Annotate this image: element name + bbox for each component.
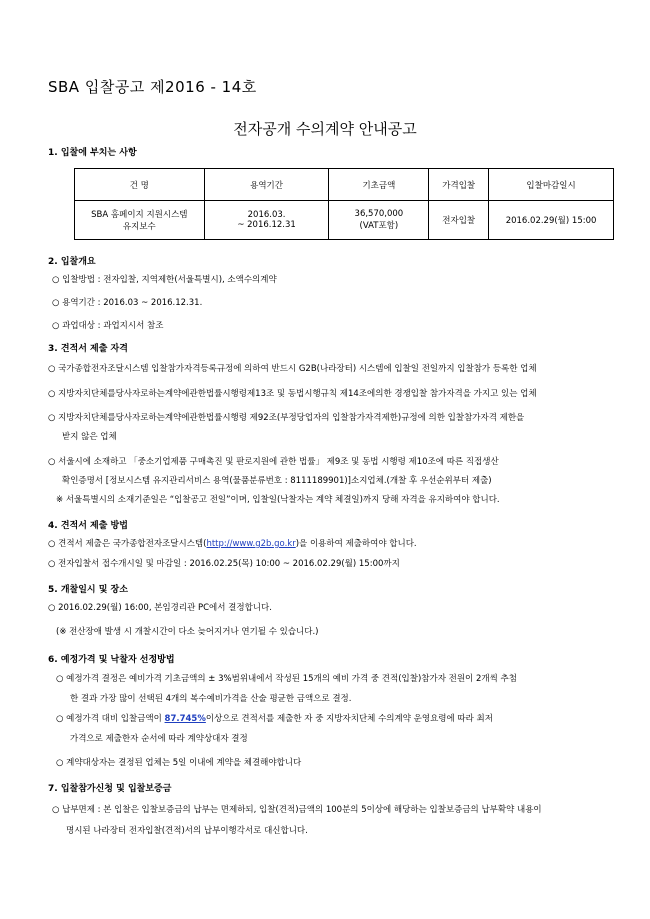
list-item: ○ 국가종합전자조달시스템 입찰참가자격등록규정에 의하여 반드시 G2B(나라장터) 시스템에 입찰일 전일까지 입찰참가 등록한 업체	[48, 364, 537, 374]
section-6-title: 6. 예정가격 및 낙찰자 선정방법	[48, 655, 175, 665]
list-item: ○ 용역기간 : 2016.03 ~ 2016.12.31.	[52, 298, 203, 308]
list-item: ○ 지방자치단체를당사자로하는계약에관한법률시행령 제92조(부정당업자의 입찰참가자격제한)규정에 의한 입찰참가자격 제한을	[48, 413, 525, 423]
section-2-title: 2. 입찰개요	[48, 257, 96, 267]
page-title: 전자공개 수의계약 안내공고	[233, 120, 417, 138]
notice-number: SBA 입찰공고 제2016 - 14호	[48, 78, 257, 96]
list-item: ○ 2016.02.29(월) 16:00, 본임경리관 PC에서 결정합니다.	[48, 603, 272, 613]
list-item: ○ 계약대상자는 결정된 업체는 5일 이내에 계약을 체결해야합니다	[56, 758, 302, 768]
project-name-cell	[75, 201, 205, 240]
amount-line: 36,570,000	[354, 209, 404, 219]
deadline-cell: 2016.02.29(월) 15:00	[489, 201, 614, 240]
list-item: ○ 예정가격 결정은 예비가격 기초금액의 ± 3%범위내에서 작성된 15개의 예비 가격 중 견적(입찰)참가자 전원이 2개씩 추첨	[56, 674, 517, 684]
bid-type-cell: 전자입찰	[429, 201, 489, 240]
list-item: ○ 전자입찰서 접수개시일 및 마감일 : 2016.02.25(목) 10:00 ~ 2016.02.29(월) 15:00까지	[48, 559, 400, 569]
list-item-continued: 확인증명서 [정보시스템 유지관리서비스 용역(물품분류번호 : 8111189901)]소지업체.(개찰 후 우선순위부터 제출)	[62, 476, 492, 486]
list-item-continued: 한 결과 가장 많이 선택된 4개의 복수예비가격을 산술 평균한 금액으로 결정.	[70, 694, 352, 704]
list-item: ○ 서울시에 소재하고 「중소기업제품 구매촉진 및 판로지원에 관한 법률」 제9조 및 동법 시행령 제10조에 따른 직접생산	[48, 457, 499, 467]
table-header-cell: 용역기간	[204, 169, 329, 201]
list-item-text: ○ 견적서 제출은 국가종합전자조달시스템(	[48, 539, 207, 549]
table-header-row	[75, 169, 614, 201]
project-name-line: SBA 홈페이지 지원시스템	[91, 210, 188, 220]
amount-line: (VAT포함)	[359, 221, 399, 231]
table-header-cell: 입찰마감일시	[489, 169, 614, 201]
table-header-cell: 가격입찰	[429, 169, 489, 201]
table-header-cell: 기초금액	[329, 169, 429, 201]
period-line: ~ 2016.12.31	[237, 220, 296, 230]
section-4-title: 4. 견적서 제출 방법	[48, 521, 128, 531]
list-item	[56, 713, 493, 725]
g2b-link[interactable]: http://www.g2b.go.kr	[206, 539, 296, 549]
note-text: ※ 서울특별시의 소재기준일은 “입찰공고 전일”이며, 입찰일(낙찰자는 계약 체결일)까지 당해 자격을 유지하여야 합니다.	[56, 495, 500, 505]
period-line: 2016.03.	[247, 210, 286, 220]
bid-info-table	[74, 168, 614, 240]
list-item-continued: 받지 않은 업체	[62, 432, 117, 442]
section-3-title: 3. 견적서 제출 자격	[48, 344, 128, 354]
section-7-title: 7. 입찰참가신청 및 입찰보증금	[48, 784, 172, 794]
section-1-title: 1. 입찰에 부치는 사항	[48, 148, 137, 158]
bid-rate: 87.745%	[164, 714, 206, 724]
list-item	[48, 538, 417, 550]
period-cell	[204, 201, 329, 240]
list-item-text: 이상으로 견적서를 제출한 자 중 지방자치단체 수의계약 운영요령에 따라 최저	[205, 714, 493, 724]
list-item-text: ○ 예정가격 대비 입찰금액이	[56, 714, 165, 724]
table-header-cell: 건 명	[75, 169, 205, 201]
list-item: ○ 입찰방법 : 전자입찰, 지역제한(서울특별시), 소액수의계약	[52, 275, 277, 285]
list-item-text: )을 이용하여 제출하여야 합니다.	[295, 539, 417, 549]
list-item: ○ 납부면제 : 본 입찰은 입찰보증금의 납부는 면제하되, 입찰(견적)금액의 100분의 5이상에 해당하는 입찰보증금의 납부확약 내용이	[52, 805, 542, 815]
table-row	[75, 201, 614, 240]
list-item: ○ 과업대상 : 과업지시서 참조	[52, 321, 164, 331]
list-item-continued: 가격으로 제출한자 순서에 따라 계약상대자 결정	[70, 734, 248, 744]
list-item: ○ 지방자치단체를당사자로하는계약에관한법률시행령제13조 및 동법시행규칙 제14조에의한 경쟁입찰 참가자격을 가지고 있는 업체	[48, 389, 537, 399]
note-text: (※ 전산장애 발생 시 개찰시간이 다소 늦어지거나 연기될 수 있습니다.)	[56, 627, 319, 637]
section-5-title: 5. 개찰일시 및 장소	[48, 585, 128, 595]
list-item-continued: 명시된 나라장터 전자입찰(견적)서의 납부이행각서로 대신합니다.	[66, 826, 308, 836]
project-name-line: 유지보수	[122, 222, 156, 232]
amount-cell	[329, 201, 429, 240]
